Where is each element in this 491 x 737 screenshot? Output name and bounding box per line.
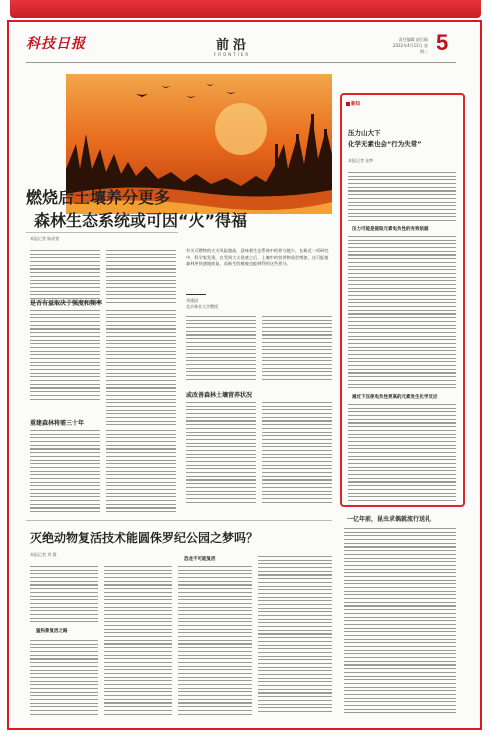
highlight-text-2: [348, 236, 456, 391]
bottom-text-col3: [178, 566, 252, 717]
highlight-text-3: [348, 404, 456, 504]
highlight-byline: 本报记者 张梦: [348, 158, 374, 163]
bottom-subhead-2: 恐龙不可能复活: [184, 557, 216, 562]
highlight-title-line1: 压力山大下: [348, 129, 381, 137]
bottom-headline: 灭绝动物复活技术能圆侏罗纪公园之梦吗？: [30, 531, 259, 545]
main-text-col1b: [30, 310, 100, 402]
main-text-col4: [262, 316, 332, 382]
bottom-text-col1b: [30, 640, 98, 717]
issue-meta-line1: 责任编辑 最后稿: [398, 37, 428, 42]
pull-quote-source: [186, 298, 218, 310]
main-subhead-3: 或改善森林土壤营养状况: [186, 392, 253, 399]
issue-meta-line2: 2022年4月12日 星期二: [392, 43, 428, 54]
highlight-title-line2: 化学无素也会“行为失常”: [348, 140, 422, 148]
pull-quote: 有关可燃物的火灾风险越高，意味着生态系统中的养分越少。在新近一项研究中，科学家发现，在受到大火侵袭之后，土壤中的营养物质会增加，这可能使森林更快速地恢复，而新生的植被也能够利用这些养分。: [186, 248, 329, 266]
main-text-col3: [186, 316, 256, 382]
main-text-col1c: [30, 430, 100, 515]
section-tag-marker: [346, 102, 350, 106]
bottom-subhead-1: 猛犸象复活之路: [36, 629, 68, 634]
page-number: 5: [436, 30, 449, 55]
highlight-tag: 新知: [351, 102, 360, 107]
header-rule: [26, 62, 456, 63]
bottom-text-col1: [30, 566, 98, 625]
main-headline-line1: 燃烧后土壤养分更多: [26, 188, 171, 207]
main-text-col3b: [186, 402, 256, 505]
pull-quote-source-name: 刘建国: [186, 298, 198, 303]
masthead-logo: 科技日报: [26, 36, 86, 52]
pull-quote-source-title: 北京林业大学教授: [186, 304, 218, 309]
bottom-right-headline: 一亿年前，昆虫求偶就流行送礼: [347, 516, 432, 523]
bottom-text-col2: [104, 566, 172, 717]
main-byline: 本报记者 陆成宽: [30, 236, 60, 241]
main-subhead-1: 是否有益取决于强度和频率: [30, 300, 103, 307]
main-subhead-2: 重建森林将需三十年: [30, 420, 85, 427]
section-subtitle: FRONTIER: [214, 52, 251, 57]
top-red-band: [10, 0, 481, 18]
pull-quote-rule: [186, 294, 206, 295]
main-text-col2c: [106, 430, 176, 515]
bottom-text-col4: [258, 556, 332, 715]
bottom-right-text: [344, 528, 456, 716]
highlight-text-1: [348, 172, 456, 224]
bottom-article-rule: [26, 520, 332, 521]
highlight-subhead-2: 通过下压使电负性更高的元素发生化学反应: [352, 395, 438, 400]
highlight-subhead-1: 压力可能是提取元素电负性的有效依据: [352, 227, 429, 232]
issue-meta: [392, 37, 428, 55]
main-byline-rule: [26, 232, 178, 233]
main-text-col2: [106, 250, 176, 305]
main-text-col2b: [106, 310, 176, 428]
section-title: 前沿: [216, 38, 251, 53]
main-headline-line2: 森林生态系统或可因“火”得福: [34, 211, 248, 230]
top-bar: [0, 0, 491, 18]
bottom-byline: 本报记者 刘 霞: [30, 552, 57, 557]
main-text-col4b: [262, 402, 332, 505]
